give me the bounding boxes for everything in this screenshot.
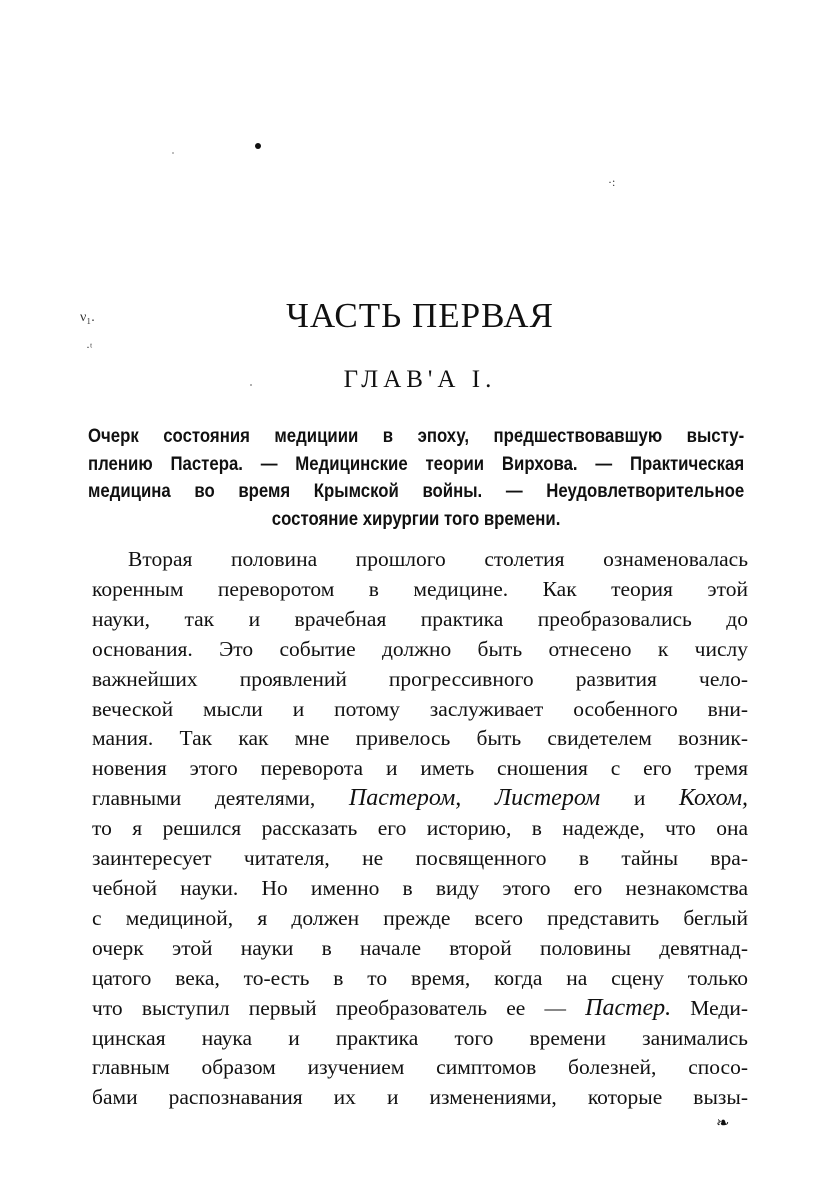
body-line: науки, так и врачебная практика преобразовались до	[92, 606, 748, 631]
body-line: коренным переворотом в медицине. Как теория этой	[92, 576, 748, 601]
body-line: важнейших проявлений прогрессивного развития чело-	[92, 666, 748, 691]
ink-speck	[172, 152, 174, 154]
name-koch: Кохом,	[679, 785, 749, 812]
margin-mark: ·ᵗ	[86, 340, 93, 354]
name-pasteur: Пастером,	[348, 785, 462, 812]
body-line-text: главными деятелями,	[92, 786, 316, 811]
body-text	[92, 545, 748, 1113]
summary-line: Очерк состояния медициии в эпоху, предшествовавшую высту-	[88, 425, 745, 447]
body-line: чебной науки. Но именно в виду этого его незнакомства	[92, 875, 748, 900]
body-line	[92, 994, 748, 1024]
body-line: мания. Так как мне привелось быть свидетелем возник-	[92, 726, 748, 751]
name-lister: Листером	[494, 785, 601, 812]
body-line: то я решился рассказать его историю, в надежде, что она	[92, 816, 748, 841]
body-line: Вторая половина прошлого столетия ознаменовалась	[128, 547, 748, 571]
summary-line: состояние хирургии того времени.	[271, 507, 561, 530]
chapter-summary	[88, 423, 745, 533]
body-line: новения этого переворота и иметь сношения с его тремя	[92, 756, 748, 781]
body-line: заинтересует читателя, не посвященного в тайны вра-	[92, 846, 748, 871]
summary-line: медицина во время Крымской войны. — Неудовлетворительное	[88, 480, 745, 502]
body-line: цатого века, то-есть в то время, когда на сцену только	[92, 965, 748, 990]
name-pasteur-nom: Пастер.	[585, 994, 672, 1021]
body-line: очерк этой науки в начале второй половины девятнад-	[92, 935, 748, 960]
margin-mark: ·:	[608, 175, 616, 189]
body-line	[92, 784, 748, 814]
catchword-mark: ❧	[716, 1115, 730, 1132]
chapter-title: ГЛАВ'А I.	[343, 366, 497, 393]
margin-mark: ν₁.	[80, 310, 95, 325]
summary-line: плению Пастера. — Медицинские теории Вирхова. — Практическая	[88, 452, 745, 475]
ink-speck	[255, 143, 261, 149]
conjunction: и	[633, 786, 646, 811]
body-line-tail: Меди-	[690, 995, 748, 1020]
body-line: бами распознавания их и изменениями, которые вызы-	[92, 1085, 748, 1110]
body-line: с медициной, я должен прежде всего представить беглый	[92, 905, 748, 930]
body-line-text: что выступил первый преобразователь ее —	[92, 995, 566, 1020]
body-line: цинская наука и практика того времени занимались	[92, 1025, 748, 1050]
body-line: веческой мысли и потому заслуживает особенного вни-	[92, 696, 748, 721]
part-title: ЧАСТЬ ПЕРВАЯ	[286, 296, 554, 335]
body-line: основания. Это событие должно быть отнесено к числу	[92, 636, 748, 661]
body-line: главным образом изучением симптомов болезней, спосо-	[92, 1055, 748, 1080]
